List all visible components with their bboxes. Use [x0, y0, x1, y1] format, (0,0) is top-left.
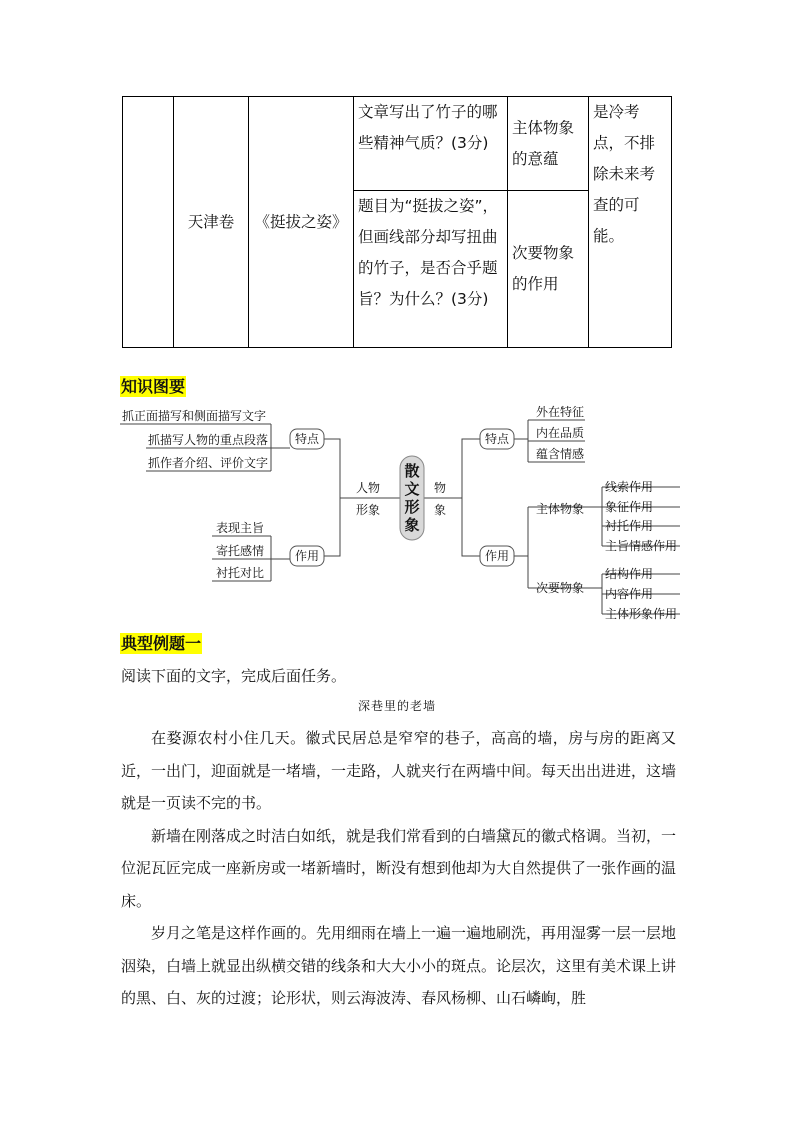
center-char: 象: [404, 516, 420, 534]
person-function-item: 表现主旨: [216, 521, 265, 535]
note-cell: 是冷考点，不排除未来考查的可能。: [589, 97, 672, 348]
person-branch-label: 人物: [356, 481, 381, 495]
secondary-object-item: 结构作用: [605, 567, 654, 581]
point-2: 次要物象的作用: [508, 191, 589, 348]
main-object-item: 线索作用: [605, 480, 654, 494]
center-char: 文: [404, 480, 420, 498]
passage-body: [121, 722, 676, 1015]
question-2: 题目为“挺拔之姿”，但画线部分却写扭曲的竹子，是否合乎题旨？为什么？(3分): [354, 191, 508, 348]
person-function-label: 作用: [295, 549, 320, 563]
secondary-object-label: 次要物象: [536, 581, 585, 595]
secondary-object-item: 内容作用: [605, 587, 654, 601]
person-feature-item: 抓作者介绍、评价文字: [148, 456, 269, 470]
lead-text: 阅读下面的文字，完成后面任务。: [121, 667, 347, 685]
person-feature-item: 抓正面描写和侧面描写文字: [122, 409, 267, 423]
region-cell: 天津卷: [174, 97, 249, 348]
main-object-item: 主旨情感作用: [605, 539, 678, 553]
main-object-item: 衬托作用: [605, 519, 654, 533]
object-feature-item: 内在品质: [536, 426, 585, 440]
blank-cell: [123, 97, 174, 348]
main-object-label: 主体物象: [536, 502, 585, 516]
passage-paragraph: 岁月之笔是这样作画的。先用细雨在墙上一遍一遍地刷洗，再用湿雾一层一层地洇染，白墙上就显出纵横交错的线条和大大小小的斑点。论层次，这里有美术课上讲的黑、白、灰的过渡；论形状，则云海波涛、春风杨柳、山石嶙峋，胜: [121, 924, 677, 1007]
person-feature-item: 抓描写人物的重点段落: [148, 433, 269, 447]
person-branch-label: 形象: [356, 503, 381, 517]
object-feature-label: 特点: [485, 432, 510, 446]
person-feature-label: 特点: [295, 432, 320, 446]
section-knowledge-heading: 知识图要: [121, 377, 186, 396]
object-feature-item: 外在特征: [536, 405, 585, 419]
passage-paragraph: 在婺源农村小住几天。徽式民居总是窄窄的巷子，高高的墙，房与房的距离又近，一出门，迎面就是一堵墙，一走路，人就夹行在两墙中间。每天出出进进，这墙就是一页读不完的书。: [121, 729, 677, 812]
article-cell: 《挺拔之姿》: [249, 97, 354, 348]
mind-map: [118, 404, 683, 626]
question-1: 文章写出了竹子的哪些精神气质？(3分): [354, 97, 508, 191]
object-branch-label: 象: [434, 503, 447, 517]
section-example-heading: 典型例题一: [121, 634, 202, 653]
passage-paragraph: 新墙在刚落成之时洁白如纸，就是我们常看到的白墙黛瓦的徽式格调。当初，一位泥瓦匠完成一座新房或一堵新墙时，断没有想到他却为大自然提供了一张作画的温床。: [121, 826, 677, 910]
center-char: 形: [404, 498, 420, 516]
object-function-label: 作用: [485, 549, 510, 563]
object-feature-item: 蕴含情感: [536, 447, 585, 461]
main-object-item: 象征作用: [605, 500, 654, 514]
center-char: 散: [404, 462, 420, 480]
secondary-object-item: 主体形象作用: [605, 607, 678, 621]
passage-title: 深巷里的老墙: [357, 699, 436, 713]
exam-table: [122, 96, 672, 348]
person-function-item: 寄托感情: [216, 544, 265, 558]
person-function-item: 衬托对比: [216, 566, 265, 580]
object-branch-label: 物: [434, 481, 447, 495]
point-1: 主体物象的意蕴: [508, 97, 589, 191]
